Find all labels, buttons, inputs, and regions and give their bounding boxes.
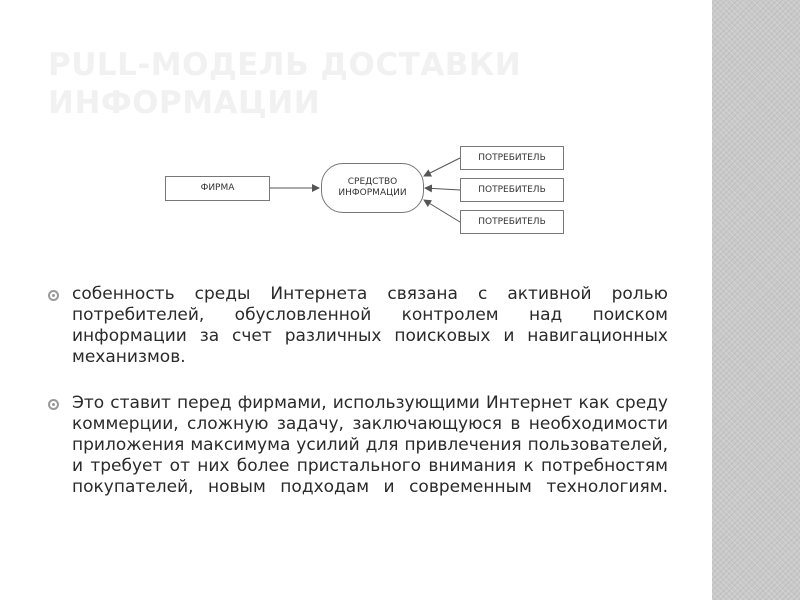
pull-model-diagram [160,140,580,245]
bullet-text: собенность среды Интернета связана с активной ролью потребителей, обусловленной контролем над поиском информации за счет различных поисковых и навигационных механизмов. [72,284,668,367]
bullet-text: Это ставит перед фирмами, использующими Интернет как среду коммерции, сложную задачу, заключающуюся в необходимости приложения максимума усилий для привлечения пользователей, и требует от них более пристального внимания к потребностям покупателей, новым подходам и современным технологиям. [72,393,668,497]
diagram-node-consumer: ПОТРЕБИТЕЛЬ [460,178,564,202]
bullet-item [48,393,668,519]
diagram-node-consumer: ПОТРЕБИТЕЛЬ [460,146,564,170]
slide-title: PULL-МОДЕЛЬ ДОСТАВКИ ИНФОРМАЦИИ [48,47,522,121]
diagram-node-firm: ФИРМА [165,176,270,201]
bullet-circle-icon [48,290,59,301]
diagram-node-media: СРЕДСТВО ИНФОРМАЦИИ [321,163,424,213]
arrow-consumer2-to-media [425,188,460,190]
diagram-node-consumer: ПОТРЕБИТЕЛЬ [460,210,564,234]
decorative-side-stripe [712,0,800,600]
bullet-list [48,284,668,523]
bullet-circle-icon [48,399,59,410]
arrow-consumer3-to-media [424,200,460,222]
arrow-consumer1-to-media [424,158,460,176]
bullet-item [48,284,668,389]
